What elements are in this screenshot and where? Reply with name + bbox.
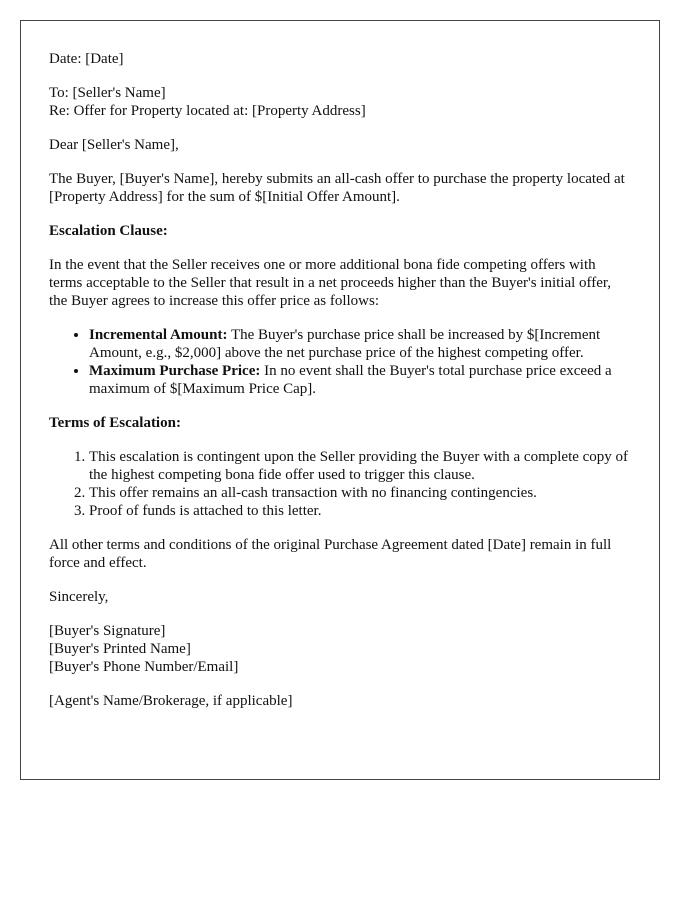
contact-line: [Buyer's Phone Number/Email]: [49, 659, 239, 675]
address-block: [49, 84, 631, 120]
term-label: Maximum Purchase Price:: [89, 363, 261, 379]
date-line: Date: [Date]: [49, 51, 124, 67]
closing-paragraph: All other terms and conditions of the original Purchase Agreement dated [Date] remain in full force and effect.: [49, 537, 612, 571]
signature-line: [Buyer's Signature]: [49, 623, 166, 639]
escalation-clause-body: In the event that the Seller receives one or more additional bona fide competing offers with terms acceptable to the Seller that result in a net proceeds higher than the Buyer's initial offer, the Buyer agrees to increase this offer price as follows:: [49, 257, 612, 309]
escalation-terms-list: [49, 326, 631, 398]
list-item-incremental-amount: [89, 326, 631, 362]
term-text: The Buyer's purchase price shall be increased by $[Increment Amount, e.g., $2,000] above the net purchase price of the highest competing offer.: [89, 327, 601, 361]
recipient-line: To: [Seller's Name]: [49, 85, 166, 101]
subject-line: Re: Offer for Property located at: [Property Address]: [49, 103, 366, 119]
sign-off: Sincerely,: [49, 589, 109, 605]
terms-of-escalation-heading: Terms of Escalation:: [49, 415, 181, 431]
intro-paragraph: The Buyer, [Buyer's Name], hereby submits an all-cash offer to purchase the property located at [Property Address] for the sum of $[Initial Offer Amount].: [49, 171, 625, 205]
letter-document: [20, 20, 660, 780]
list-item: 2. This offer remains an all-cash transaction with no financing contingencies.: [89, 484, 631, 502]
printed-name-line: [Buyer's Printed Name]: [49, 641, 191, 657]
list-item: 3. Proof of funds is attached to this letter.: [89, 502, 631, 520]
term-text: In no event shall the Buyer's total purchase price exceed a maximum of $[Maximum Price Cap].: [89, 363, 612, 397]
salutation: Dear [Seller's Name],: [49, 137, 179, 153]
signature-block: [49, 622, 631, 676]
escalation-clause-heading: Escalation Clause:: [49, 223, 168, 239]
terms-of-escalation-list: [49, 448, 631, 520]
list-item-maximum-price: [89, 362, 631, 398]
term-label: Incremental Amount:: [89, 327, 228, 343]
list-item: 1. This escalation is contingent upon the Seller providing the Buyer with a complete copy of the highest competing bona fide offer used to trigger this clause.: [89, 448, 631, 484]
agent-line: [Agent's Name/Brokerage, if applicable]: [49, 693, 293, 709]
